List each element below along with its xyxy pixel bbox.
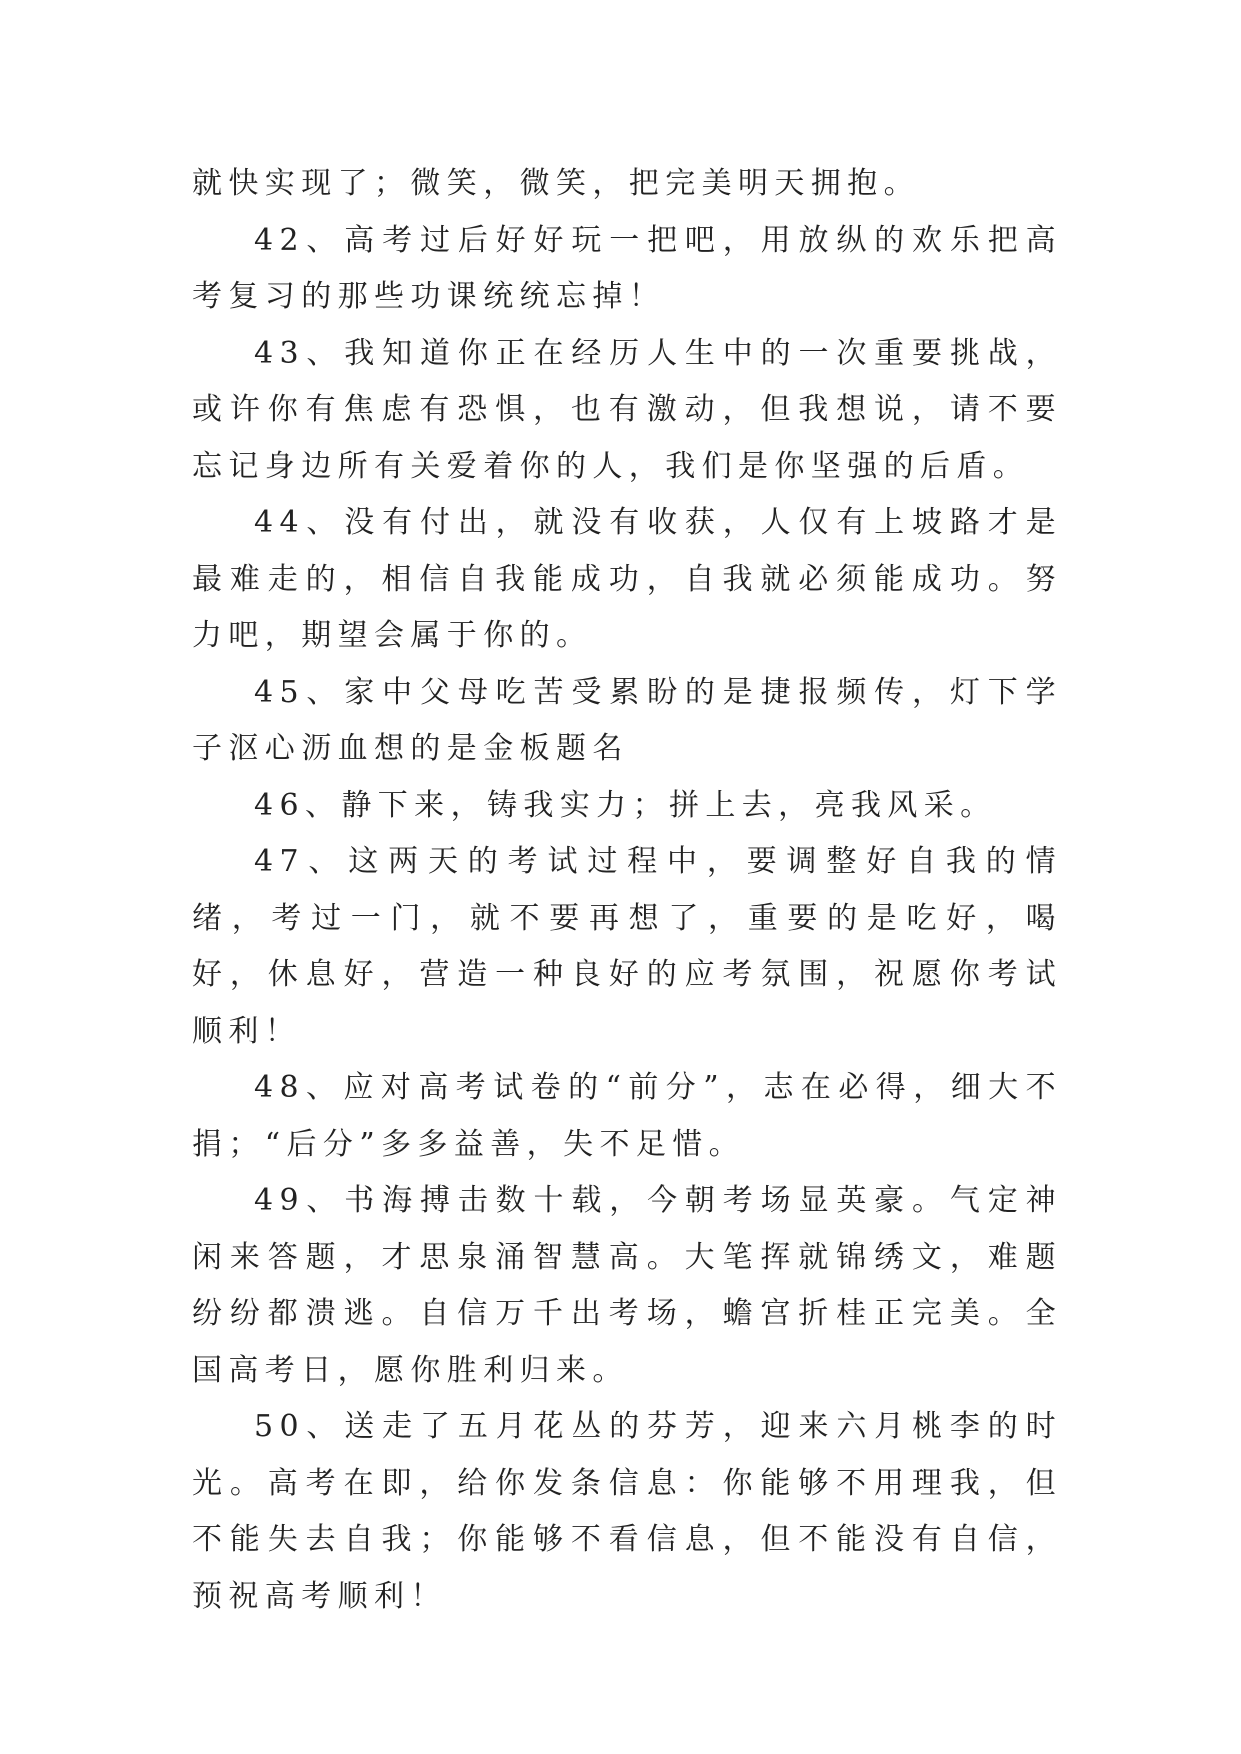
paragraph-49: 49、书海搏击数十载，今朝考场显英豪。气定神闲来答题，才思泉涌智慧高。大笔挥就锦绣文，难题纷纷都溃逃。自信万千出考场，蟾宫折桂正完美。全国高考日，愿你胜利归来。 [192,1183,1062,1388]
paragraph-46: 46、静下来，铸我实力；拼上去，亮我风采。 [254,787,997,823]
paragraph-43: 43、我知道你正在经历人生中的一次重要挑战，或许你有焦虑有恐惧，也有激动，但我想说，请不要忘记身边所有关爱着你的人，我们是你坚强的后盾。 [192,335,1062,484]
paragraph-47: 47、这两天的考试过程中，要调整好自我的情绪，考过一门，就不要再想了，重要的是吃好，喝好，休息好，营造一种良好的应考氛围，祝愿你考试顺利！ [192,844,1062,1049]
paragraph-50: 50、送走了五月花丛的芬芳，迎来六月桃李的时光。高考在即，给你发条信息：你能够不用理我，但不能失去自我；你能够不看信息，但不能没有自信，预祝高考顺利！ [192,1409,1062,1614]
document-body [192,156,1062,1625]
paragraph-42: 42、高考过后好好玩一把吧，用放纵的欢乐把高考复习的那些功课统统忘掉！ [192,222,1062,314]
paragraph-48: 48、应对高考试卷的“前分”，志在必得，细大不捐；“后分”多多益善，失不足惜。 [192,1070,1062,1162]
paragraph-44: 44、没有付出，就没有收获，人仅有上坡路才是最难走的，相信自我能成功，自我就必须能成功。努力吧，期望会属于你的。 [192,505,1062,653]
paragraph-45: 45、家中父母吃苦受累盼的是捷报频传，灯下学子沤心沥血想的是金板题名 [192,674,1062,766]
paragraph-continuation: 就快实现了；微笑，微笑，把完美明天拥抱。 [192,166,920,201]
